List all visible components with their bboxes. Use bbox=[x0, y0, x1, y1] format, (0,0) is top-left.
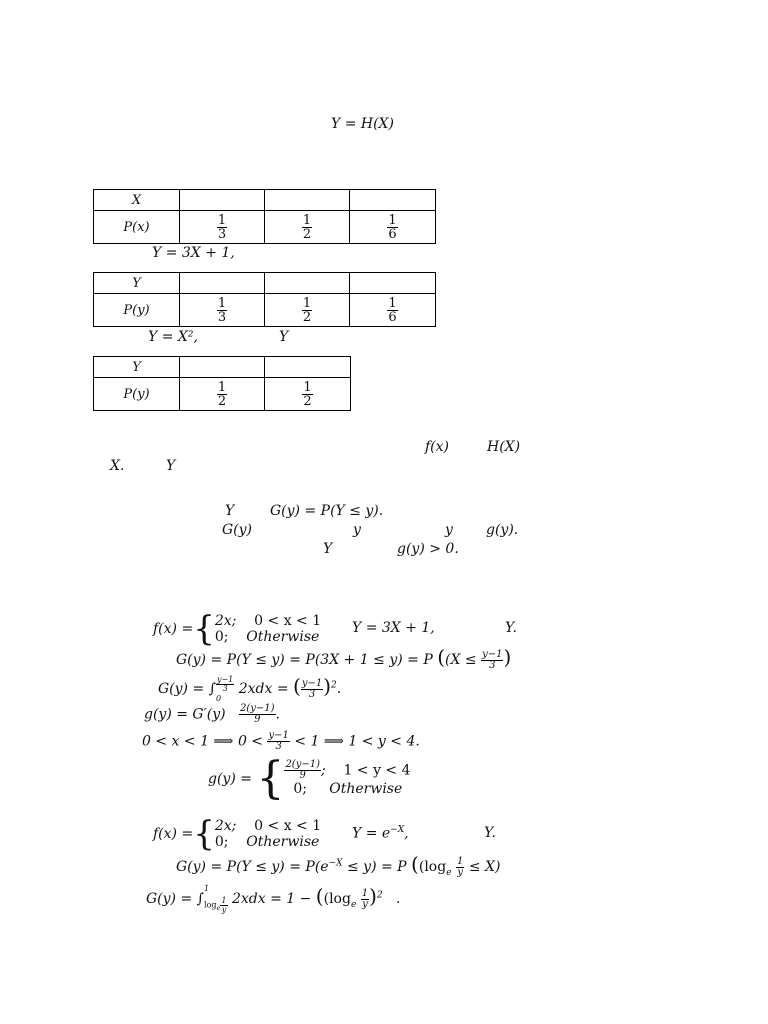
example1-result-density: g(y) = { $\frac{2(y-1)}{9}$ ; 1 < y < 4 0; Otherwise bbox=[208, 753, 411, 804]
probability-cell: $\frac{1}{6}$ bbox=[350, 294, 436, 327]
example2-cdf-step: $G(y) = P(Y \le y) = P(e^{-X} \le y) = P$ (($\log_e$ $\frac{1}{y}$ ≤ X) bbox=[176, 852, 501, 878]
example2-transform: $Y = e^{-X}$, bbox=[352, 825, 409, 842]
example1-integral-step: G(y) = ∫ y−1 3 0 2xdx = ( $\frac{y-1}{3}$ )$^2$. bbox=[158, 674, 342, 703]
example1-density: f(x) ={2x; 0 < x < 1 0; Otherwise bbox=[153, 609, 322, 649]
cdf-variable: Y bbox=[225, 503, 235, 519]
example2-integral-step: G(y) = ∫ 1 $\log_e$ $\frac{1}{y}$ $2xdx = 1 - ((\log_e$ $\frac{1}{y}$ )$^2$ . bbox=[146, 883, 401, 914]
table-header-cell bbox=[180, 273, 265, 294]
transform-square: Y = X², bbox=[148, 329, 198, 345]
probability-cell: $\frac{1}{2}$ bbox=[265, 294, 350, 327]
example2-density: f(x) ={2x; 0 < x < 1 0; Otherwise bbox=[153, 814, 322, 854]
section-heading: Y = H(X) bbox=[331, 116, 394, 132]
table-row-label: P(y) bbox=[94, 294, 180, 327]
table-header-cell bbox=[265, 273, 350, 294]
table-row-label: P(x) bbox=[94, 211, 180, 244]
variable-y: Y bbox=[166, 458, 176, 474]
density-symbol: f(x) bbox=[425, 439, 450, 455]
variable-x: X. bbox=[110, 458, 125, 474]
probability-table-x bbox=[93, 189, 436, 244]
table-header-cell bbox=[265, 357, 351, 378]
table-header-cell bbox=[180, 357, 265, 378]
probability-cell: $\frac{1}{2}$ bbox=[180, 378, 265, 411]
table-header-cell: Y bbox=[94, 273, 180, 294]
probability-cell: $\frac{1}{2}$ bbox=[265, 211, 350, 244]
probability-table-y-linear bbox=[93, 272, 436, 327]
transform-linear: Y = 3X + 1, bbox=[152, 245, 235, 261]
example1-range-step: 0 < x < 1 ⟹ 0 < $\frac{y-1}{3}$ < 1 ⟹ 1 < y < 4. bbox=[142, 730, 420, 752]
pdf-symbol: g(y). bbox=[486, 522, 519, 538]
transform-square-var: Y bbox=[279, 329, 289, 345]
table-row-label: P(y) bbox=[94, 378, 180, 411]
table-header-cell bbox=[350, 190, 436, 211]
table-header-cell: Y bbox=[94, 357, 180, 378]
example1-derivative-step: g(y) = G′(y) $\frac{2(y-1)}{9}$ . bbox=[144, 703, 280, 725]
probability-cell: $\frac{1}{6}$ bbox=[350, 211, 436, 244]
probability-cell: $\frac{1}{3}$ bbox=[180, 294, 265, 327]
probability-table-y-square bbox=[93, 356, 351, 411]
probability-cell: $\frac{1}{2}$ bbox=[265, 378, 351, 411]
table-header-cell bbox=[180, 190, 265, 211]
probability-cell: $\frac{1}{3}$ bbox=[180, 211, 265, 244]
transform-symbol: H(X) bbox=[487, 439, 521, 455]
example1-cdf-step: G(y) = P(Y ≤ y) = P(3X + 1 ≤ y) = P ((X ≤ $\frac{y-1}{3}$ ) bbox=[176, 645, 512, 671]
table-header-cell bbox=[265, 190, 350, 211]
cdf-symbol: G(y) bbox=[222, 522, 253, 538]
example2-target: Y. bbox=[484, 825, 496, 841]
cdf-variable: Y bbox=[323, 541, 333, 557]
example1-target: Y. bbox=[505, 620, 517, 636]
cdf-definition: G(y) = P(Y ≤ y). bbox=[270, 503, 384, 519]
pdf-condition: g(y) > 0. bbox=[397, 541, 459, 557]
table-header-cell bbox=[350, 273, 436, 294]
cdf-y: y bbox=[353, 522, 361, 538]
cdf-y: y bbox=[445, 522, 453, 538]
table-header-cell: X bbox=[94, 190, 180, 211]
example1-transform: Y = 3X + 1, bbox=[352, 620, 435, 636]
